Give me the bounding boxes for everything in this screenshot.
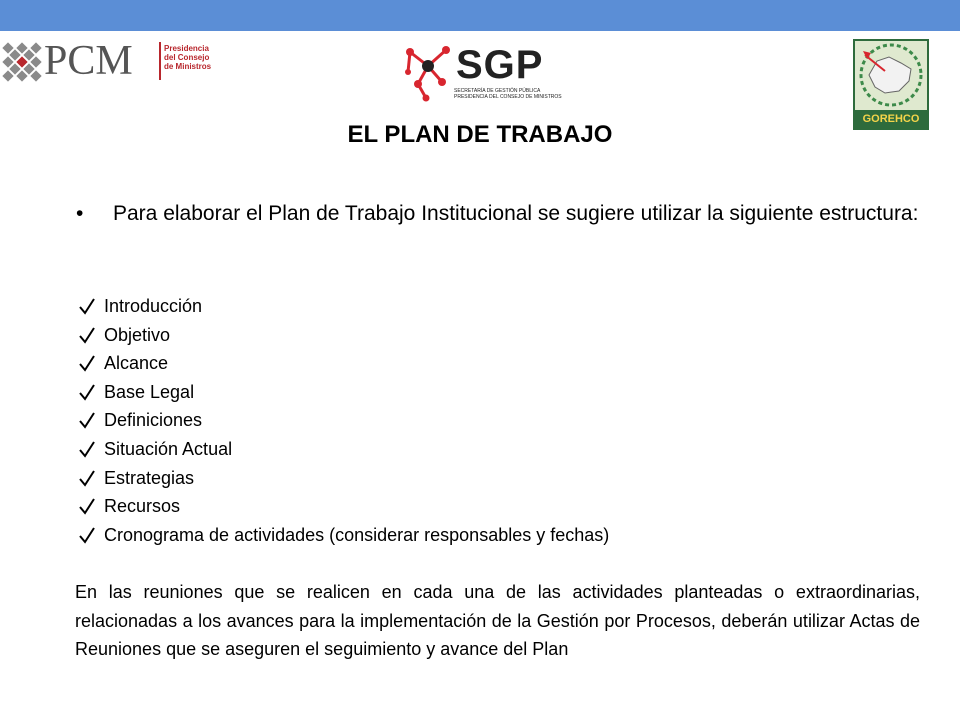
checklist-item: Alcance (76, 349, 876, 378)
pcm-wordmark: PCM (44, 38, 133, 84)
pcm-logo (2, 38, 242, 86)
checkmark-icon (78, 406, 96, 434)
sgp-subtitle-1: SECRETARÍA DE GESTIÓN PÚBLICA (454, 88, 541, 94)
checkmark-icon (78, 464, 96, 492)
sgp-subtitle-2: PRESIDENCIA DEL CONSEJO DE MINISTROS (454, 94, 562, 100)
checklist-item: Objetivo (76, 321, 876, 350)
structure-checklist (76, 292, 876, 549)
checkmark-icon (78, 521, 96, 549)
checklist-item: Estrategias (76, 464, 876, 493)
sgp-network-icon (404, 42, 456, 102)
checklist-item: Definiciones (76, 406, 876, 435)
intro-text: Para elaborar el Plan de Trabajo Institucional se sugiere utilizar la siguiente estructura: (113, 202, 919, 225)
checkmark-icon (78, 349, 96, 377)
checkmark-icon (78, 378, 96, 406)
slide-title: EL PLAN DE TRABAJO (347, 121, 613, 148)
pcm-subtitle: Presidencia del Consejo de Ministros (164, 44, 212, 71)
sgp-logo (404, 42, 564, 104)
checklist-item: Base Legal (76, 378, 876, 407)
pcm-divider (159, 42, 161, 80)
sgp-wordmark: SGP (456, 43, 544, 87)
checklist-item: Recursos (76, 492, 876, 521)
gorehco-label: GOREHCO (855, 110, 927, 128)
huanuco-map-icon (855, 41, 927, 111)
pcm-emblem-icon (2, 42, 42, 82)
intro-bullet (76, 198, 920, 229)
checklist-item: Cronograma de actividades (considerar responsables y fechas) (76, 521, 876, 550)
closing-paragraph: En las reuniones que se realicen en cada una de las actividades planteadas o extraordinarias, relacionadas a los avances para la implementación de la Gestión por Procesos, deberán utilizar Actas de Reuniones que se aseguren el seguimiento y avance del Plan (75, 582, 920, 660)
bullet-dot-icon: • (76, 202, 84, 225)
checkmark-icon (78, 292, 96, 320)
gorehco-logo (853, 39, 929, 130)
checklist-item: Situación Actual (76, 435, 876, 464)
checklist-item: Introducción (76, 292, 876, 321)
checkmark-icon (78, 492, 96, 520)
top-accent-bar (0, 0, 960, 31)
checkmark-icon (78, 435, 96, 463)
checkmark-icon (78, 321, 96, 349)
